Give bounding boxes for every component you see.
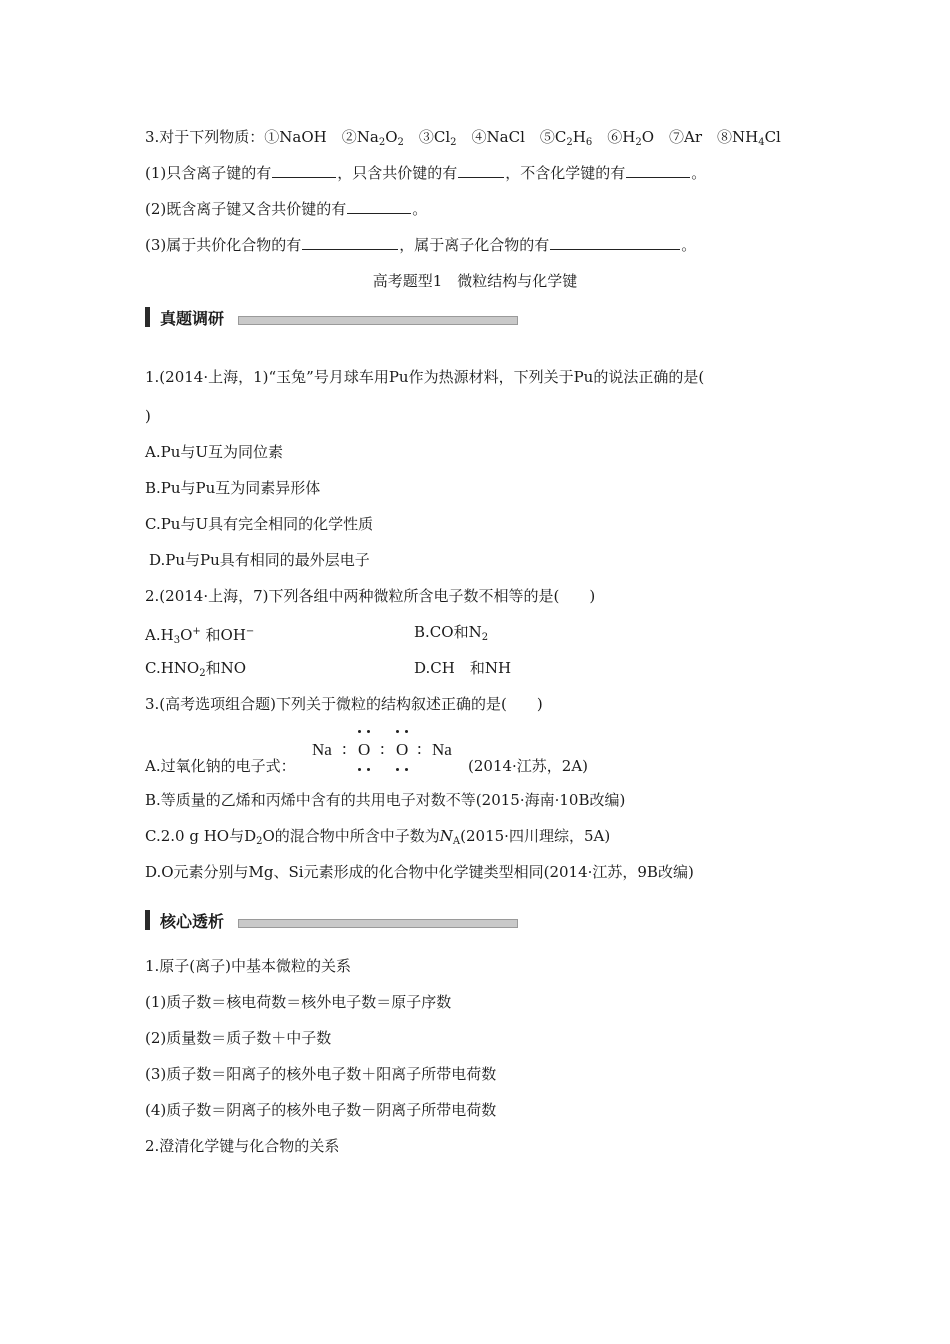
q1-option-a[interactable]: A.Pu与U互为同位素: [145, 443, 283, 461]
subscript: 2: [450, 137, 457, 148]
subscript: 2: [256, 836, 263, 847]
electron-dot: [358, 730, 361, 733]
substance-list-text: 3.对于下列物质：①NaOH ②Na: [145, 128, 379, 146]
core-line-4: (4)质子数＝阴离子的核外电子数－阴离子所带电荷数: [145, 1101, 497, 1119]
answer-blank[interactable]: [550, 235, 680, 250]
subscript: 2: [566, 137, 573, 148]
subscript: 2: [397, 137, 404, 148]
option-text: B.CO和N: [414, 623, 482, 641]
core-line-2: (2)质量数＝质子数＋中子数: [145, 1029, 332, 1047]
option-text: C.2.0 g HO与D: [145, 827, 257, 845]
electron-dot: [396, 730, 399, 733]
q1-option-d[interactable]: D.Pu与Pu具有相同的最外层电子: [149, 551, 370, 569]
subscript: A: [452, 836, 461, 847]
subscript: 6: [585, 137, 593, 148]
superscript: +: [192, 626, 201, 637]
q3-option-a[interactable]: [145, 756, 296, 776]
lewis-colon: :: [417, 739, 422, 758]
q2-option-a[interactable]: [145, 622, 254, 651]
superscript: −: [245, 626, 255, 637]
sub-question-text: 。: [691, 164, 707, 182]
option-text: A.H: [145, 626, 174, 644]
substance-text: ⑥H: [592, 128, 636, 146]
sub-question-text: ，属于离子化合物的有: [399, 236, 550, 254]
section-rule: [238, 316, 518, 325]
section-title: 真题调研: [160, 308, 225, 328]
sub-question-text: (1)只含离子键的有: [145, 164, 272, 182]
core-topic-2: 2.澄清化学键与化合物的关系: [145, 1137, 340, 1155]
section-marker: [145, 307, 150, 327]
section-header-real-exam: [145, 306, 518, 328]
electron-dot: [367, 768, 370, 771]
topic-title: 高考题型1 微粒结构与化学键: [372, 272, 578, 290]
substance-text: ③Cl: [403, 128, 451, 146]
q3-option-a-source: (2014·江苏，2A): [468, 757, 589, 775]
sub-question-text: 。: [681, 236, 697, 254]
electron-dot: [396, 768, 399, 771]
sub-question-3: [145, 235, 696, 255]
subscript: 2: [481, 632, 489, 643]
option-text: 和OH: [200, 626, 246, 644]
sodium-peroxide-electron-formula: [312, 730, 462, 774]
substance-text: Cl: [764, 128, 781, 146]
lewis-o-right: O: [396, 740, 409, 759]
lewis-na-right: Na: [432, 740, 452, 759]
substance-list: [145, 127, 781, 153]
answer-blank[interactable]: [347, 199, 411, 214]
section-marker: [145, 910, 150, 930]
q2-stem: 2.(2014·上海，7)下列各组中两种微粒所含电子数不相等的是( ): [145, 587, 596, 605]
subscript: 2: [199, 668, 206, 679]
option-text: O: [180, 626, 193, 644]
core-line-1: (1)质子数＝核电荷数＝核外电子数＝原子序数: [145, 993, 452, 1011]
answer-blank[interactable]: [302, 235, 398, 250]
substance-text: H: [572, 128, 586, 146]
q3-stem: 3.(高考选项组合题)下列关于微粒的结构叙述正确的是( ): [145, 695, 543, 713]
option-text: (2015·四川理综，5A): [460, 827, 611, 845]
sub-question-text: ，不含化学键的有: [505, 164, 626, 182]
electron-dot: [405, 768, 408, 771]
sub-question-text: ，只含共价键的有: [337, 164, 458, 182]
lewis-colon: :: [380, 739, 385, 758]
q1-stem-end: ): [145, 407, 151, 425]
substance-text: O ⑦Ar ⑧NH: [641, 128, 759, 146]
electron-dot: [358, 768, 361, 771]
section-title: 核心透析: [160, 911, 225, 931]
sub-question-2: [145, 199, 427, 219]
section-header-core-analysis: [145, 909, 518, 931]
answer-blank[interactable]: [458, 163, 504, 178]
electron-dot: [405, 730, 408, 733]
answer-blank[interactable]: [272, 163, 336, 178]
q3-option-b[interactable]: B.等质量的乙烯和丙烯中含有的共用电子对数不等(2015·海南·10B改编): [145, 791, 626, 809]
subscript: 2: [378, 137, 386, 148]
q2-option-c[interactable]: [145, 658, 246, 684]
q2-option-b[interactable]: [414, 622, 488, 648]
q1-stem: 1.(2014·上海，1)“玉兔”号月球车用Pu作为热源材料，下列关于Pu的说法正确的是(: [145, 368, 705, 386]
lewis-o-left: O: [358, 740, 371, 759]
subscript: 2: [635, 137, 642, 148]
option-text: O的混合物中所含中子数为: [262, 827, 440, 845]
answer-blank[interactable]: [626, 163, 690, 178]
avogadro-symbol: N: [439, 827, 453, 845]
section-rule: [238, 919, 518, 928]
option-text: A.过氧化钠的电子式：: [145, 757, 296, 775]
sub-question-text: 。: [412, 200, 428, 218]
sub-question-text: (2)既含离子键又含共价键的有: [145, 200, 347, 218]
lewis-na-left: Na: [312, 740, 332, 759]
core-line-3: (3)质子数＝阳离子的核外电子数＋阳离子所带电荷数: [145, 1065, 497, 1083]
q3-option-d[interactable]: D.O元素分别与Mg、Si元素形成的化合物中化学键类型相同(2014·江苏，9B改编): [145, 863, 694, 881]
electron-dot: [367, 730, 370, 733]
option-text: 和NO: [205, 659, 247, 677]
option-text: C.HNO: [145, 659, 200, 677]
substance-text: ④NaCl ⑤C: [456, 128, 567, 146]
q3-option-c[interactable]: [145, 826, 610, 852]
q1-option-c[interactable]: C.Pu与U具有完全相同的化学性质: [145, 515, 374, 533]
sub-question-text: (3)属于共价化合物的有: [145, 236, 302, 254]
q2-option-d[interactable]: D.CH 和NH: [414, 659, 512, 677]
substance-text: O: [385, 128, 398, 146]
sub-question-1: [145, 163, 706, 183]
q1-option-b[interactable]: B.Pu与Pu互为同素异形体: [145, 479, 321, 497]
core-topic-1: 1.原子(离子)中基本微粒的关系: [145, 957, 352, 975]
subscript: 4: [758, 137, 765, 148]
subscript: 3: [173, 635, 181, 646]
lewis-colon: :: [342, 739, 347, 758]
